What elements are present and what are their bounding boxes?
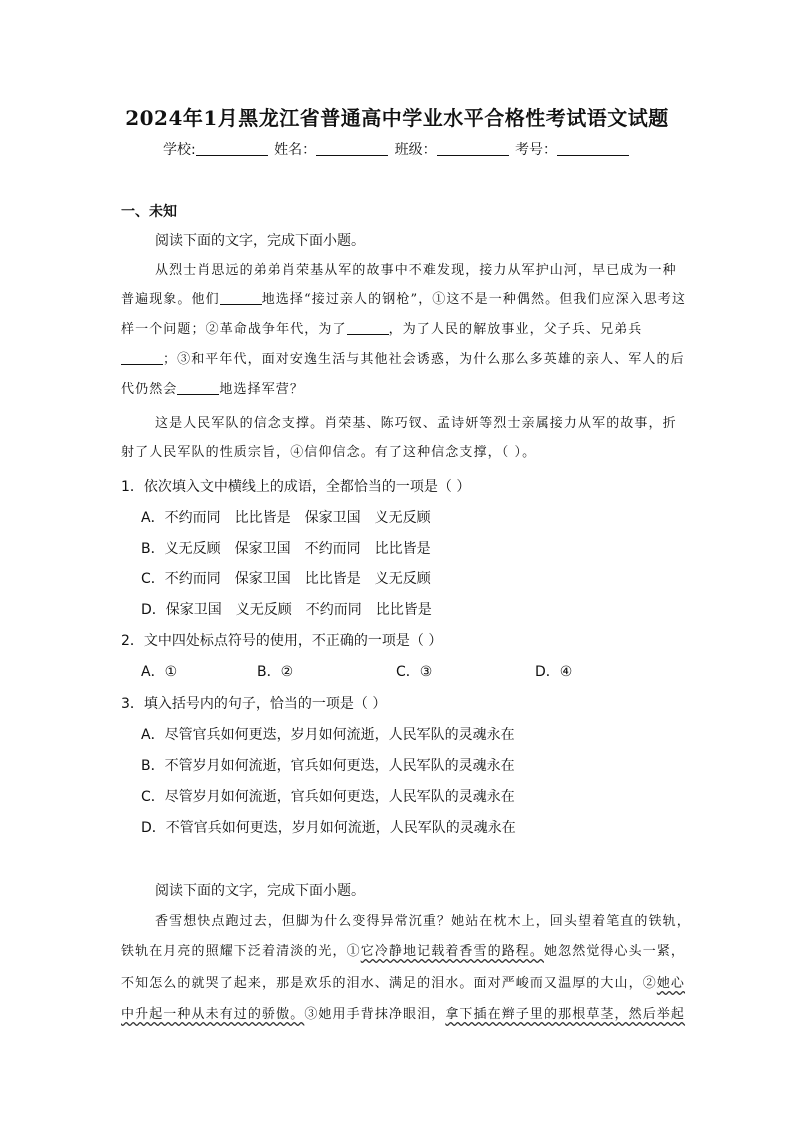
exam-title: 2024年1月黑龙江省普通高中学业水平合格性考试语文试题 [125,106,669,130]
passage2-line [121,974,685,994]
name-blank[interactable] [316,141,388,156]
class-label: 班级： [394,142,437,158]
text-span: ，为了人民的解放事业，父子兵、兄弟兵 [388,322,643,337]
passage1-line: 从烈士肖思远的弟弟肖荣基从军的故事中不难发现，接力从军护山河，早已成为一种 [155,263,677,278]
question-2-stem: 2．文中四处标点符号的使用，不正确的一项是（ ） [121,633,443,649]
passage1-line [121,290,686,310]
fill-blank-1 [220,291,262,305]
text-span: 地选择军营？ [219,382,305,397]
text-span: 普遍现象。他们 [121,292,220,307]
q2-option-c[interactable]: C．③ [396,664,433,680]
question-3-stem: 3．填入括号内的句子，恰当的一项是（ ） [121,696,387,712]
q2-option-a[interactable]: A．① [141,664,178,680]
class-blank[interactable] [437,141,509,156]
underlined-sentence-1: 它冷静地记载着香雪的路程。 [360,944,545,959]
q1-option-c[interactable]: C．不约而同 保家卫国 比比皆是 义无反顾 [141,571,431,587]
school-label: 学校: [162,142,196,158]
fill-blank-4 [177,381,219,395]
q2-option-d[interactable]: D．④ [535,664,573,680]
text-span: ③她用手背抹净眼泪， [304,1007,446,1022]
passage2-line [121,942,685,962]
q3-option-a[interactable]: A．尽管官兵如何更迭，岁月如何流逝，人民军队的灵魂永在 [141,727,515,743]
passage1-line: 这是人民军队的信念支撑。肖荣基、陈巧钗、孟诗妍等烈士亲属接力从军的故事，折 [155,416,677,431]
q1-option-b[interactable]: B．义无反顾 保家卫国 不约而同 比比皆是 [141,541,431,557]
student-info-row [0,139,794,159]
name-label: 姓名： [274,142,317,158]
underlined-sentence-3: 拿下插在辫子里的那根草茎，然后举起 [445,1007,686,1022]
text-span: 地选择“接过亲人的钢枪”，①这不是一种偶然。但我们应深入思考这 [261,292,687,307]
passage2-line: 香雪想快点跑过去，但脚为什么变得异常沉重？她站在枕木上，回头望着笔直的铁轨， [155,914,691,929]
passage1-line [121,350,685,370]
q3-option-c[interactable]: C．尽管岁月如何流逝，官兵如何更迭，人民军队的灵魂永在 [141,789,515,805]
exam-no-label: 考号： [515,142,558,158]
text-span: 样一个问题；②革命战争年代，为了 [121,322,347,337]
passage2-intro: 阅读下面的文字，完成下面小题。 [155,883,365,899]
text-span: 铁轨在月亮的照耀下泛着清淡的光，① [121,944,361,959]
text-span: 她忽然觉得心头一紧， [544,944,686,959]
text-span: 不知怎么的就哭了起来，那是欢乐的泪水、满足的泪水。面对严峻而又温厚的大山，② [121,976,657,991]
fill-blank-2 [347,321,389,335]
school-blank[interactable] [196,141,268,156]
section-heading: 一、未知 [121,204,177,220]
passage2-line [121,1005,685,1025]
q3-option-d[interactable]: D．不管官兵如何更迭，岁月如何流逝，人民军队的灵魂永在 [141,820,516,836]
passage1-intro: 阅读下面的文字，完成下面小题。 [155,233,365,249]
passage1-line [121,380,304,400]
underlined-sentence-2-cont: 中升起一种从未有过的骄傲。 [121,1007,305,1022]
passage1-line [121,320,642,340]
q1-option-d[interactable]: D．保家卫国 义无反顾 不约而同 比比皆是 [141,602,432,618]
text-span: 代仍然会 [121,382,178,397]
fill-blank-3 [121,351,163,365]
passage1-line: 射了人民军队的性质宗旨，④信仰信念。有了这种信念支撑，（ ）。 [121,445,537,460]
text-span: ；③和平年代，面对安逸生活与其他社会诱惑，为什么那么多英雄的亲人、军人的后 [163,352,685,367]
q1-option-a[interactable]: A．不约而同 比比皆是 保家卫国 义无反顾 [141,510,431,526]
exam-no-blank[interactable] [557,141,629,156]
q2-option-b[interactable]: B．② [257,664,294,680]
question-1-stem: 1．依次填入文中横线上的成语，全都恰当的一项是（ ） [121,479,471,495]
q3-option-b[interactable]: B．不管岁月如何流逝，官兵如何更迭，人民军队的灵魂永在 [141,758,515,774]
underlined-sentence-2: 她心 [656,976,686,991]
